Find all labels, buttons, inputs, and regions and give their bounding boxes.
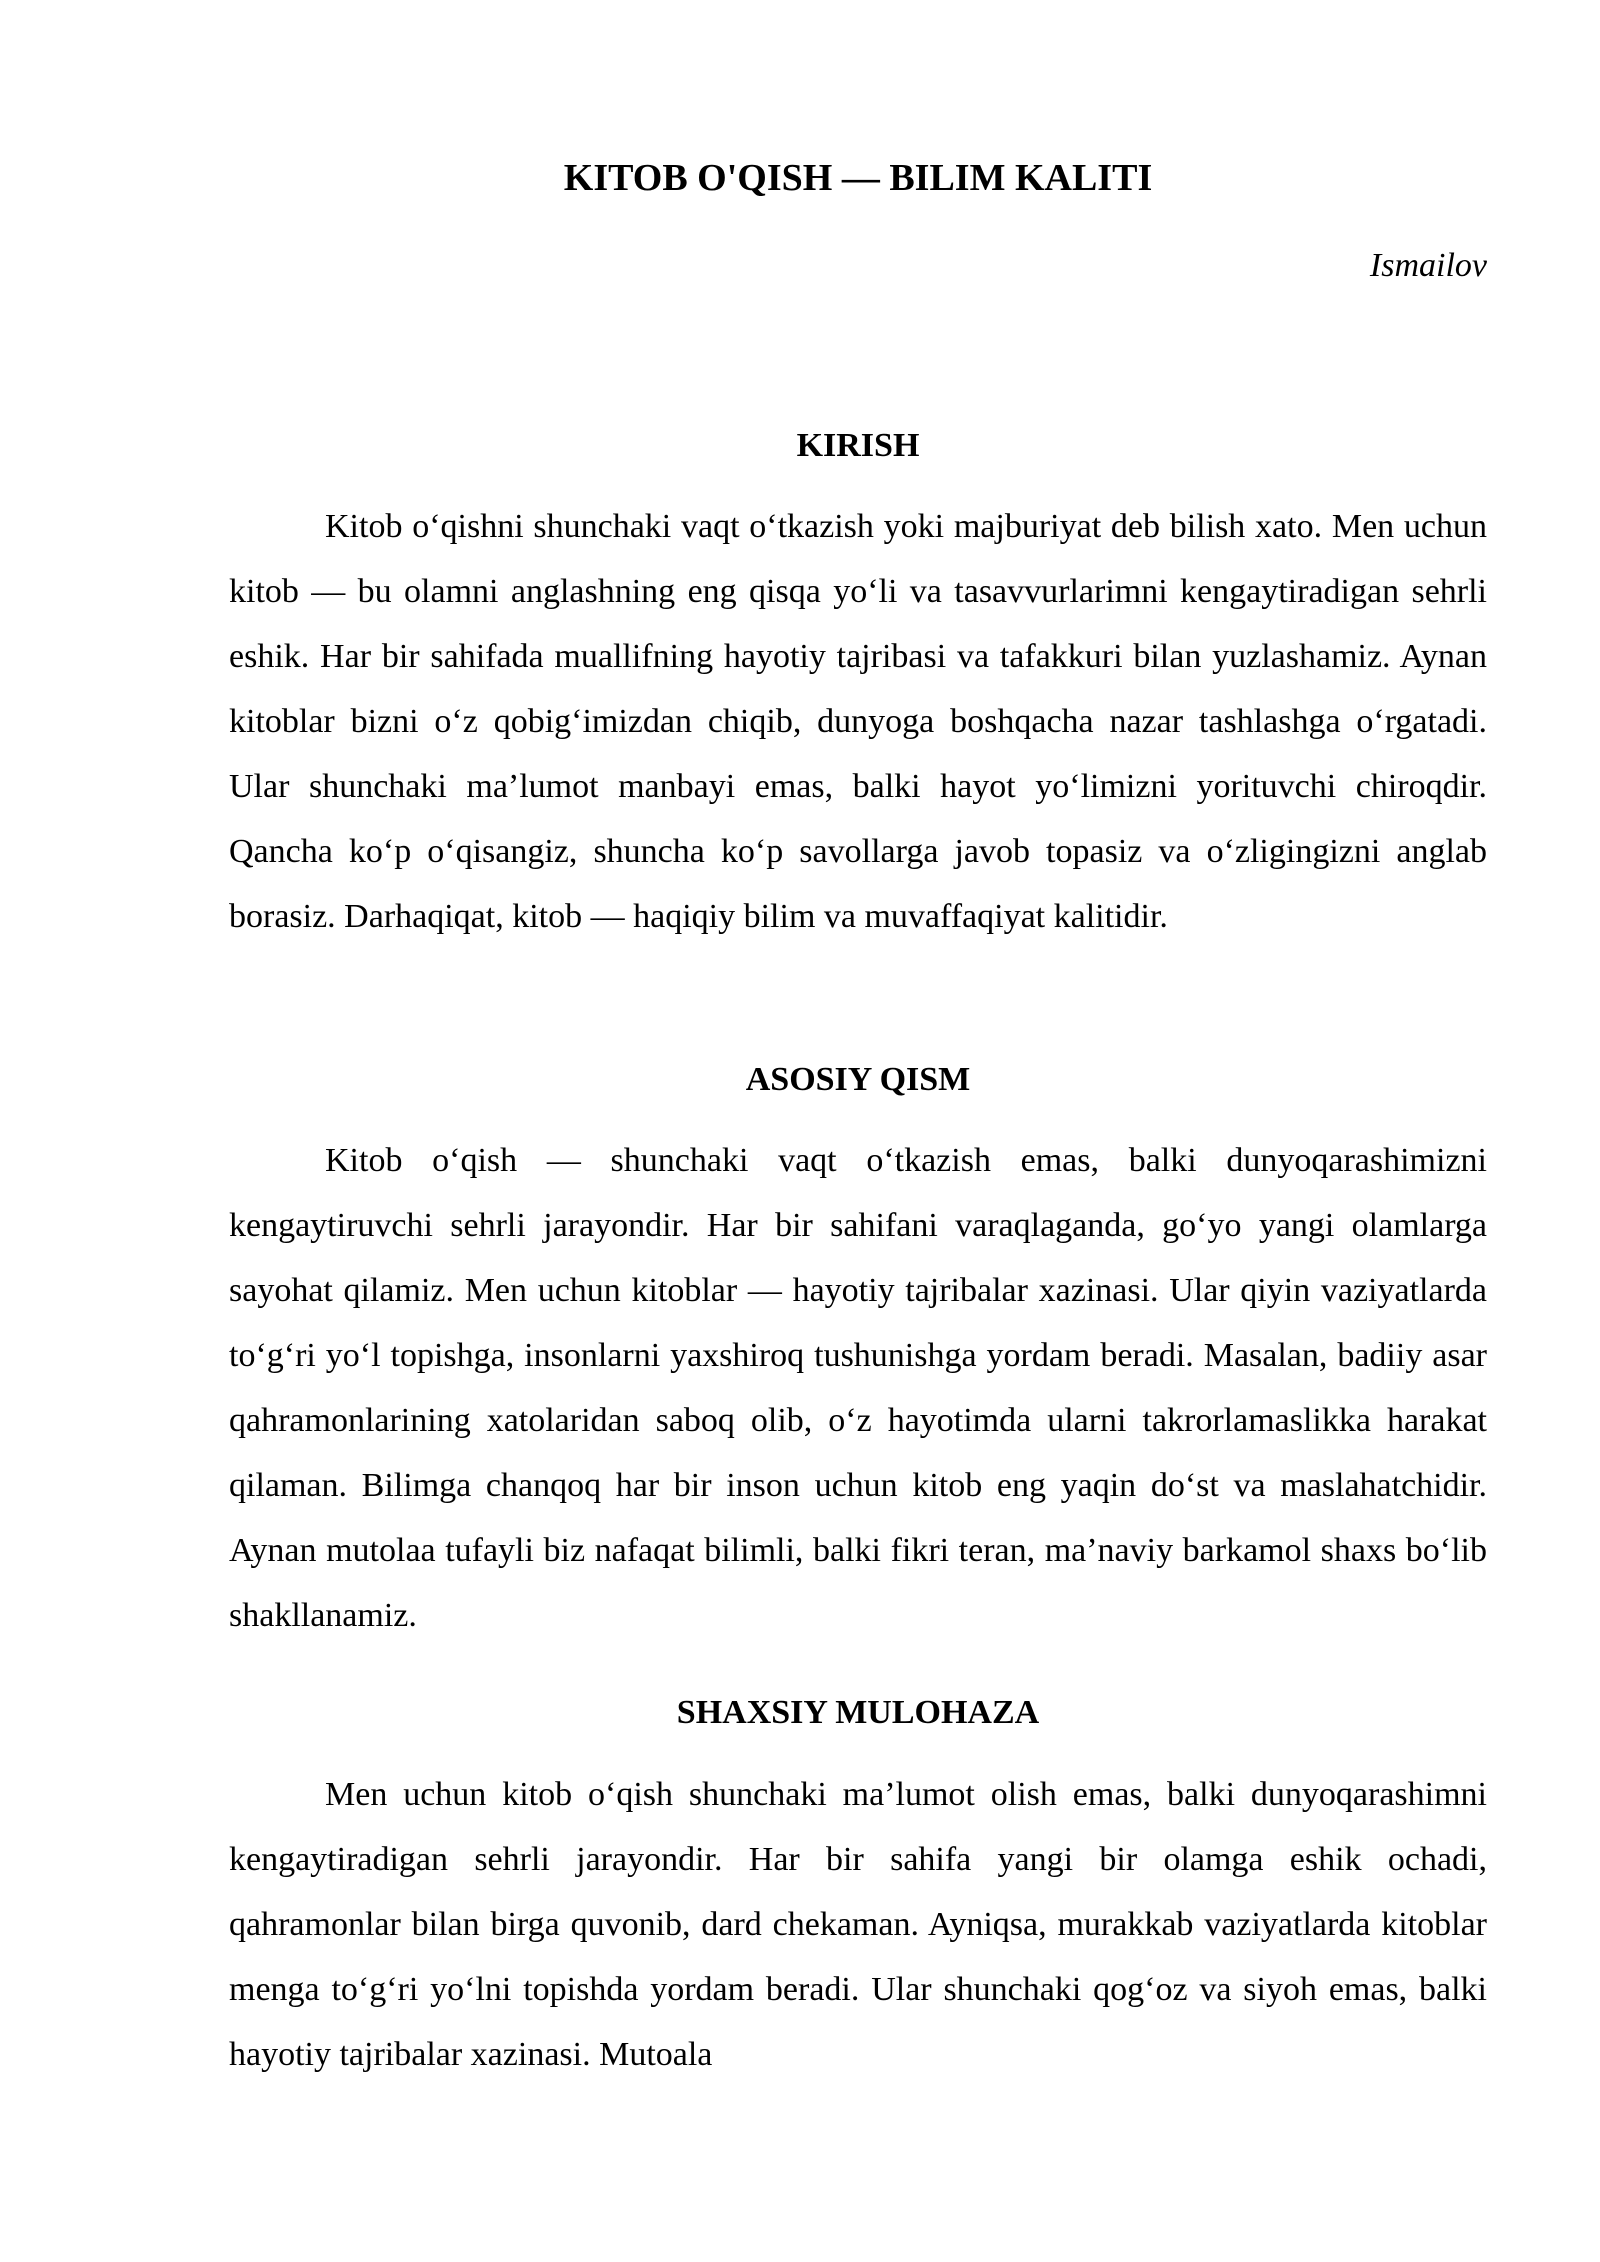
section-heading-asosiy-qism: ASOSIY QISM xyxy=(745,1061,971,1098)
document-title: KITOB O'QISH — BILIM KALITI xyxy=(563,157,1153,199)
document-author: Ismailov xyxy=(1369,247,1487,284)
section-heading-shaxsiy-mulohaza: SHAXSIY MULOHAZA xyxy=(676,1694,1040,1731)
section-paragraph-shaxsiy-mulohaza: Men uchun kitob o‘qish shunchaki ma’lumot olish emas, balki dunyoqarashimni kengaytiradigan sehrli jarayondir. Har bir sahifa yangi bir olamga eshik ochadi, qahramonlar bilan birga quvonib, dard chekaman. Ayniqsa, murakkab vaziyatlarda kitoblar menga to‘g‘ri yo‘lni topishda yordam beradi. Ular shunchaki qog‘oz va siyoh emas, balki hayotiy tajribalar xazinasi. Mutoala xyxy=(229,1776,1487,2073)
section-paragraph-asosiy-qism: Kitob o‘qish — shunchaki vaqt o‘tkazish emas, balki dunyoqarashimizni kengaytiruvchi sehrli jarayondir. Har bir sahifani varaqlaganda, go‘yo yangi olamlarga sayohat qilamiz. Men uchun kitoblar — hayotiy tajribalar xazinasi. Ular qiyin vaziyatlarda to‘g‘ri yo‘l topishga, insonlarni yaxshiroq tushunishga yordam beradi. Masalan, badiiy asar qahramonlarining xatolaridan saboq olib, o‘z hayotimda ularni takrorlamaslikka harakat qilaman. Bilimga chanqoq har bir inson uchun kitob eng yaqin do‘st va maslahatchidir. Aynan mutolaa tufayli biz nafaqat bilimli, balki fikri teran, ma’naviy barkamol shaxs bo‘lib shakllanamiz. xyxy=(229,1142,1487,1634)
section-heading-kirish: KIRISH xyxy=(796,427,920,464)
section-paragraph-kirish: Kitob o‘qishni shunchaki vaqt o‘tkazish yoki majburiyat deb bilish xato. Men uchun kitob — bu olamni anglashning eng qisqa yo‘li va tasavvurlarimni kengaytiradigan sehrli eshik. Har bir sahifada muallifning hayotiy tajribasi va tafakkuri bilan yuzlashamiz. Aynan kitoblar bizni o‘z qobig‘imizdan chiqib, dunyoga boshqacha nazar tashlashga o‘rgatadi. Ular shunchaki ma’lumot manbayi emas, balki hayot yo‘limizni yorituvchi chiroqdir. Qancha ko‘p o‘qisangiz, shuncha ko‘p savollarga javob topasiz va o‘zligingizni anglab borasiz. Darhaqiqat, kitob — haqiqiy bilim va muvaffaqiyat kalitidir. xyxy=(229,508,1487,935)
